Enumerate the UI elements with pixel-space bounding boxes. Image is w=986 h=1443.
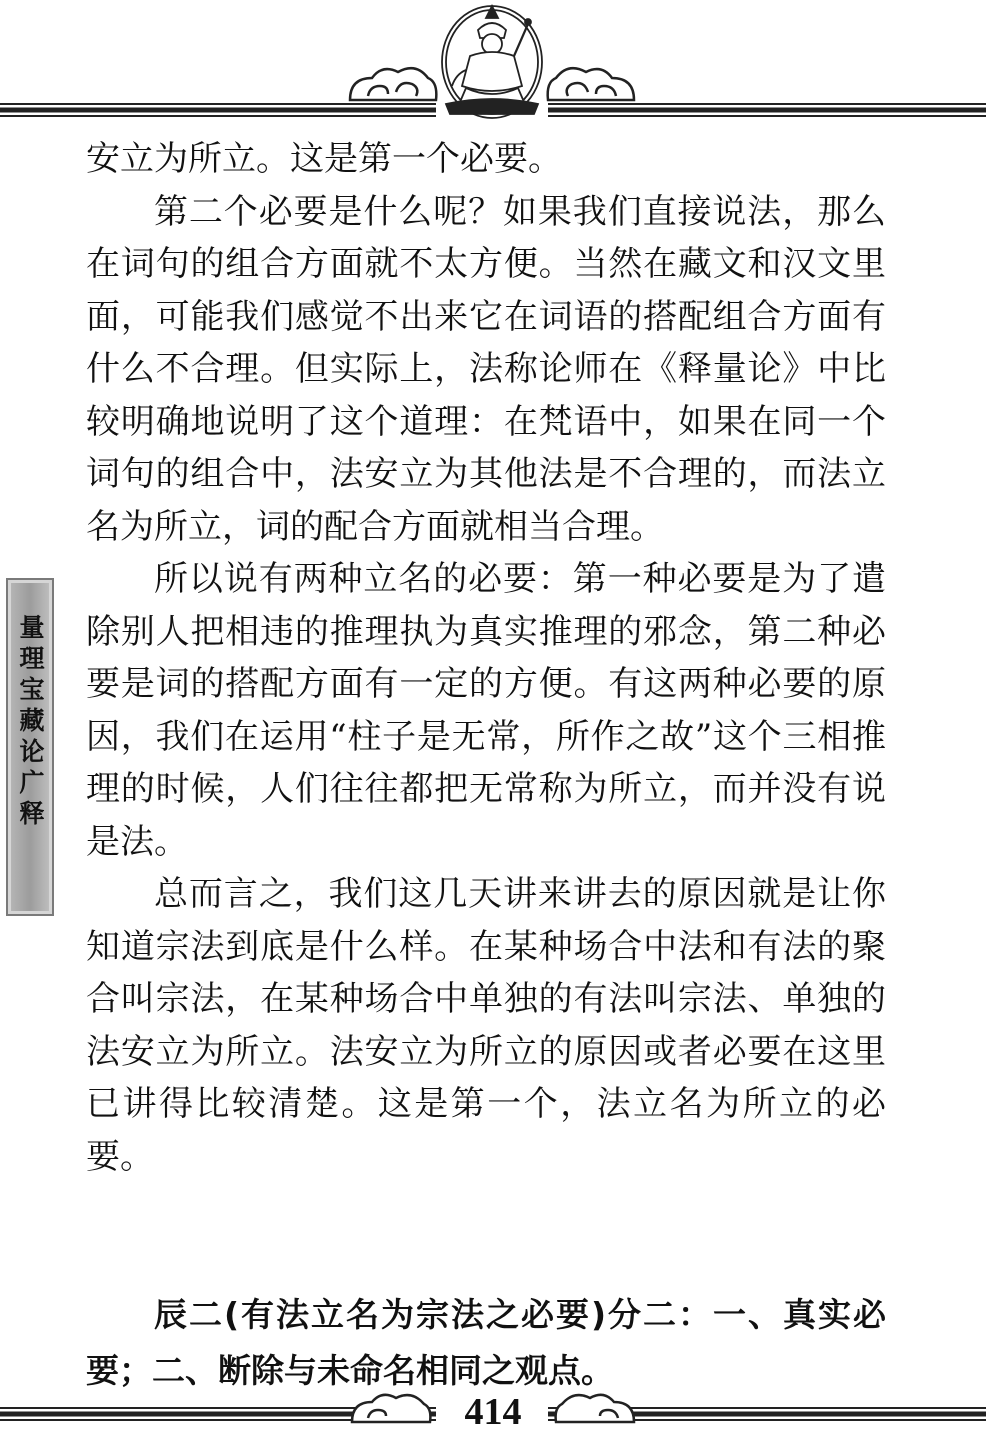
paragraph: 总而言之，我们这几天讲来讲去的原因就是让你知道宗法到底是什么样。在某种场合中法和有法的聚合叫宗法，在某种场合中单独的有法叫宗法、单独的法安立为所立。法安立为所立的原因或者必要在这里已讲得比较清楚。这是第一个，法立名为所立的必要。 [86,874,886,1177]
book-title-tab [6,578,54,916]
main-text [86,133,886,1183]
page-number: 414 [464,1391,522,1433]
cloud-scroll-right-icon [556,1395,634,1422]
cloud-scroll-left-icon [350,68,436,100]
deity-figure-icon [442,6,542,118]
section-heading-text: 辰二(有法立名为宗法之必要)分二：一、真实必要；二、断除与未命名相同之观点。 [86,1295,886,1390]
paragraph: 所以说有两种立名的必要：第一种必要是为了遣除别人把相违的推理执为真实推理的邪念，第二种必要是词的搭配方面有一定的方便。有这两种必要的原因，我们在运用“柱子是无常，所作之故”这个三相推理的时候，人们往往都把无常称为所立，而并没有说是法。 [86,559,886,862]
cloud-scroll-left-icon [352,1395,430,1422]
book-title-vertical: 量理宝藏论广释 [16,614,45,831]
paragraph: 第二个必要是什么呢？如果我们直接说法，那么在词句的组合方面就不太方便。当然在藏文和汉文里面，可能我们感觉不出来它在词语的搭配组合方面有什么不合理。但实际上，法称论师在《释量论》中比较明确地说明了这个道理：在梵语中，如果在同一个词句的组合中，法安立为其他法是不合理的，而法立名为所立，词的配合方面就相当合理。 [86,191,886,547]
paragraph-continued: 安立为所立。这是第一个必要。 [86,139,562,179]
header-ornament [0,0,986,130]
cloud-scroll-right-icon [548,68,634,100]
